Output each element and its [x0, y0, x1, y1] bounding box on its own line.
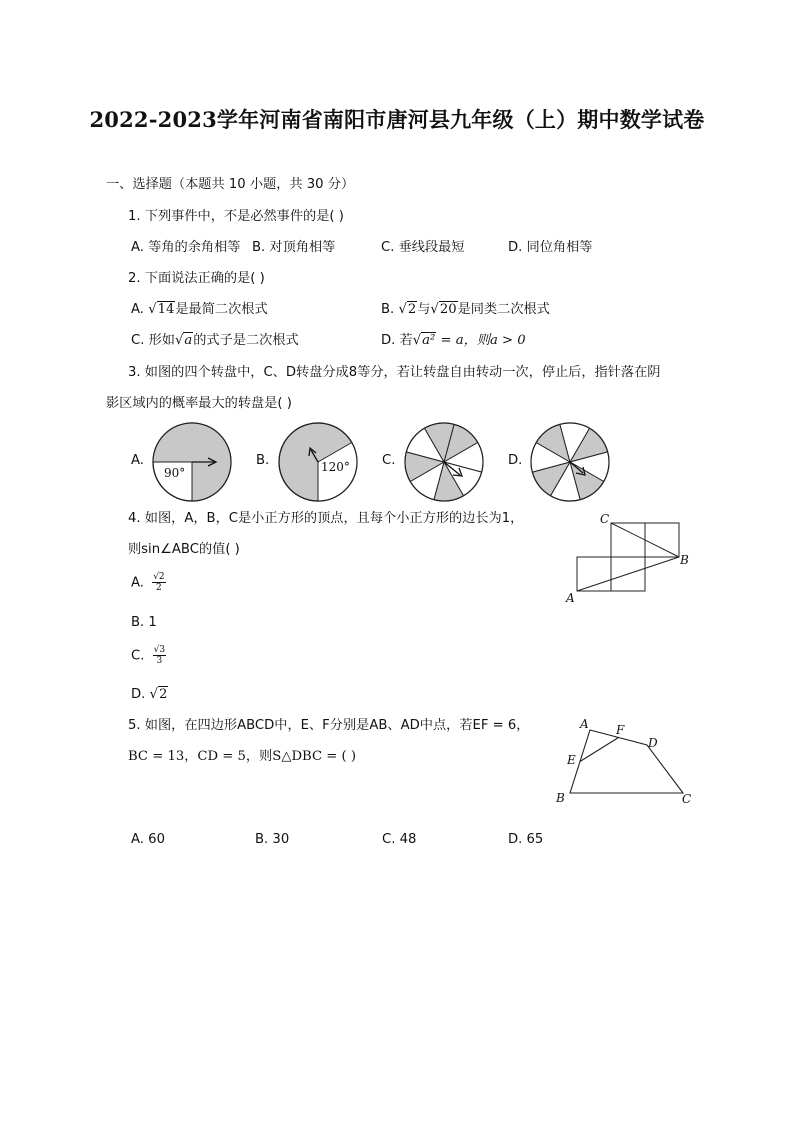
q2-stem: 2. 下面说法正确的是( )	[128, 271, 265, 286]
q3-label-d: D.	[508, 453, 523, 468]
q3-label-b: B.	[256, 453, 270, 468]
q3-stem-line2: 影区域内的概率最大的转盘是( )	[106, 396, 292, 411]
q4-grid-figure	[560, 508, 700, 608]
spinner-b	[276, 420, 360, 504]
q1-option-c: C. 垂线段最短	[381, 240, 465, 255]
q4-point-a: A	[566, 591, 575, 605]
q5-segment-ef	[580, 738, 619, 762]
q3-label-a: A.	[131, 453, 144, 468]
q4-segment-ab	[577, 557, 679, 591]
q4-point-c: C	[600, 512, 610, 526]
page-title: 2022-2023学年河南省南阳市唐河县九年级（上）期中数学试卷	[89, 107, 705, 132]
q1-stem: 1. 下列事件中，不是必然事件的是( )	[128, 209, 344, 224]
q5-option-c: C. 48	[382, 832, 417, 847]
q5-point-d: D	[648, 736, 658, 750]
q5-stem-line2: BC = 13，CD = 5，则S△DBC = ( )	[128, 749, 356, 764]
q5-option-a: A. 60	[131, 832, 165, 847]
q5-point-a: A	[580, 717, 589, 731]
q5-point-f: F	[616, 723, 625, 737]
q4-option-b: B. 1	[131, 615, 157, 630]
q4-option-c: C. $\frac{√3}{3}$	[131, 645, 166, 666]
q5-option-d: D. 65	[508, 832, 544, 847]
q4-option-d: D. √2	[131, 687, 168, 702]
q2-option-a: A. √14是最简二次根式	[131, 302, 268, 317]
q4-point-b: B	[680, 553, 689, 567]
q2-option-d: D. 若√a² = a，则a > 0	[381, 333, 526, 348]
q1-option-a: A. 等角的余角相等	[131, 240, 241, 255]
q5-quadrilateral	[570, 730, 683, 793]
spinner-b-angle: 120°	[321, 460, 350, 474]
q5-quadrilateral-figure	[550, 712, 700, 812]
q5-point-c: C	[682, 792, 692, 806]
q5-point-e: E	[567, 753, 576, 767]
spinner-a-angle: 90°	[164, 466, 186, 480]
q4-option-a: A. $\frac{√2}{2}$	[131, 572, 165, 593]
q5-option-b: B. 30	[255, 832, 290, 847]
spinner-a	[150, 420, 234, 504]
q4-stem-line2: 则sin∠ABC的值( )	[128, 542, 240, 557]
spinner-c	[402, 420, 486, 504]
section-header: 一、选择题（本题共 10 小题，共 30 分）	[106, 177, 355, 192]
q5-stem-line1: 5. 如图，在四边形ABCD中，E、F分别是AB、AD中点，若EF = 6，	[128, 718, 530, 733]
q2-option-c: C. 形如√a的式子是二次根式	[131, 333, 299, 348]
spinner-d	[528, 420, 612, 504]
q1-option-d: D. 同位角相等	[508, 240, 593, 255]
q1-option-b: B. 对顶角相等	[252, 240, 336, 255]
q5-point-b: B	[556, 791, 565, 805]
q3-label-c: C.	[382, 453, 396, 468]
q2-option-b: B. √2与√20是同类二次根式	[381, 302, 550, 317]
q3-stem-line1: 3. 如图的四个转盘中，C、D转盘分成8等分，若让转盘自由转动一次，停止后，指针落在阴	[128, 365, 661, 380]
q4-stem-line1: 4. 如图，A，B，C是小正方形的顶点，且每个小正方形的边长为1，	[128, 511, 524, 526]
